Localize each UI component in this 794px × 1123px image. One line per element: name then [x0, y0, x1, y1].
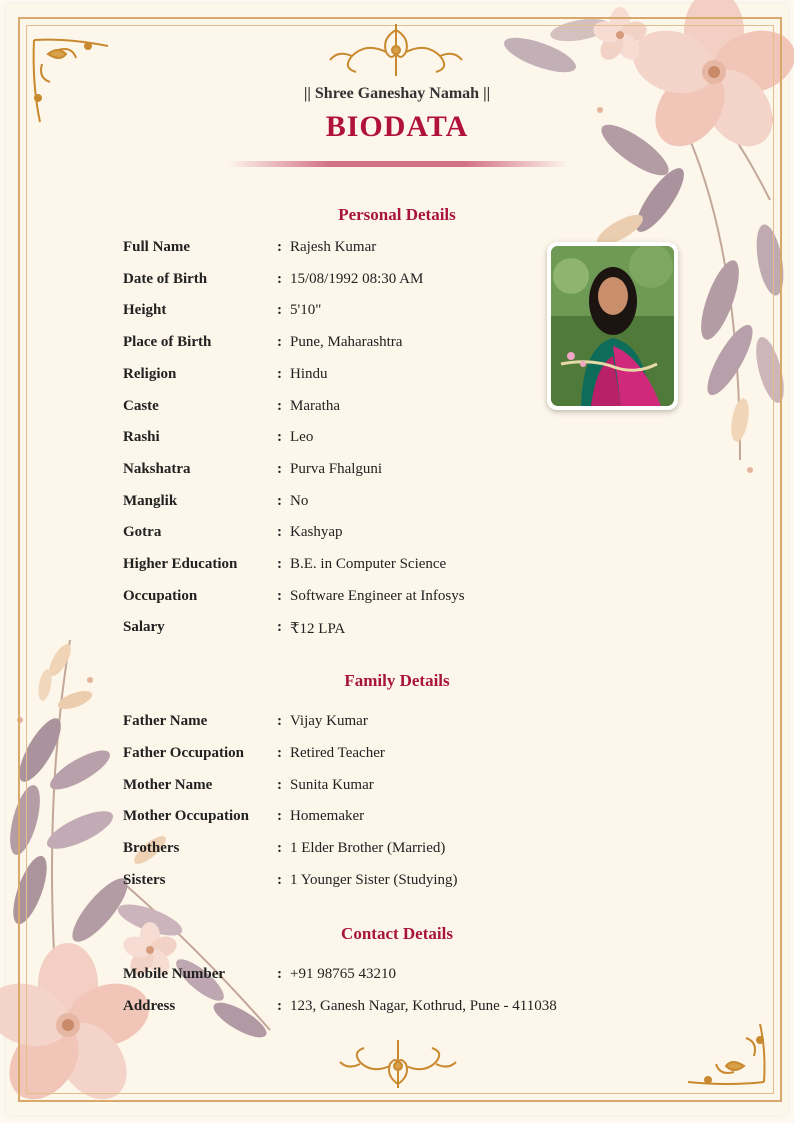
- title-divider: [228, 161, 568, 167]
- colon-separator: :: [277, 460, 282, 477]
- colon-separator: :: [277, 619, 282, 636]
- family-detail-value: 1 Younger Sister (Studying): [290, 872, 458, 888]
- personal-detail-label: Height: [123, 302, 167, 319]
- personal-detail-value: Software Engineer at Infosys: [290, 587, 465, 604]
- family-detail-label: Mother Name: [123, 776, 213, 793]
- colon-separator: :: [277, 397, 282, 414]
- personal-detail-value: ₹12 LPA: [290, 621, 346, 638]
- contact-detail-value: +91 98765 43210: [290, 966, 396, 982]
- family-details-heading: Family Details: [344, 671, 450, 690]
- family-detail-value: Vijay Kumar: [290, 713, 368, 729]
- family-detail-value: 1 Elder Brother (Married): [290, 840, 446, 857]
- personal-detail-label: Rashi: [123, 429, 160, 446]
- personal-detail-label: Higher Education: [123, 556, 238, 572]
- personal-detail-value: Maratha: [290, 397, 340, 414]
- family-detail-value: Retired Teacher: [290, 744, 385, 761]
- colon-separator: :: [277, 365, 282, 382]
- colon-separator: :: [277, 239, 282, 255]
- family-detail-label: Brothers: [123, 840, 180, 857]
- personal-detail-label: Occupation: [123, 587, 198, 604]
- bottom-center-ornament: [336, 1038, 460, 1094]
- family-detail-label: Sisters: [123, 872, 166, 888]
- colon-separator: :: [277, 302, 282, 319]
- family-detail-value: Homemaker: [290, 808, 365, 825]
- personal-detail-value: No: [290, 492, 309, 509]
- colon-separator: :: [277, 270, 282, 287]
- personal-detail-value: 15/08/1992 08:30 AM: [290, 270, 424, 287]
- personal-detail-label: Date of Birth: [123, 270, 208, 287]
- family-detail-label: Father Occupation: [123, 744, 244, 761]
- colon-separator: :: [277, 840, 282, 857]
- profile-photo: [547, 242, 678, 410]
- colon-separator: :: [277, 744, 282, 761]
- colon-separator: :: [277, 429, 282, 446]
- personal-detail-value: Rajesh Kumar: [290, 239, 377, 255]
- colon-separator: :: [277, 713, 282, 729]
- colon-separator: :: [277, 872, 282, 888]
- personal-detail-value: Pune, Maharashtra: [290, 334, 403, 351]
- colon-separator: :: [277, 524, 282, 541]
- personal-detail-value: Purva Fhalguni: [290, 460, 383, 477]
- colon-separator: :: [277, 776, 282, 793]
- colon-separator: :: [277, 998, 282, 1014]
- colon-separator: :: [277, 587, 282, 604]
- personal-detail-label: Nakshatra: [123, 460, 191, 477]
- family-detail-label: Father Name: [123, 713, 208, 729]
- personal-detail-value: Kashyap: [290, 524, 343, 541]
- personal-details-heading: Personal Details: [338, 205, 456, 224]
- personal-detail-label: Salary: [123, 619, 165, 636]
- family-detail-value: Sunita Kumar: [290, 776, 374, 793]
- colon-separator: :: [277, 808, 282, 825]
- personal-detail-value: Hindu: [290, 365, 328, 382]
- invocation-text: || Shree Ganeshay Namah ||: [303, 85, 491, 102]
- contact-detail-label: Mobile Number: [123, 966, 226, 982]
- contact-details-heading: Contact Details: [341, 924, 453, 943]
- page-title: BIODATA: [325, 110, 469, 143]
- personal-detail-label: Gotra: [123, 524, 162, 541]
- personal-detail-label: Religion: [123, 365, 177, 382]
- top-center-ornament: [326, 20, 466, 82]
- contact-detail-label: Address: [123, 998, 176, 1014]
- personal-detail-value: Leo: [290, 429, 314, 446]
- personal-detail-label: Full Name: [123, 239, 191, 255]
- personal-detail-label: Place of Birth: [123, 334, 212, 351]
- colon-separator: :: [277, 966, 282, 982]
- colon-separator: :: [277, 492, 282, 509]
- family-detail-label: Mother Occupation: [123, 808, 249, 825]
- personal-detail-label: Manglik: [123, 492, 178, 509]
- personal-detail-value: B.E. in Computer Science: [290, 556, 447, 572]
- corner-ornament-bottom-right: [684, 1020, 770, 1090]
- colon-separator: :: [277, 334, 282, 351]
- contact-detail-value: 123, Ganesh Nagar, Kothrud, Pune - 411038: [290, 998, 557, 1014]
- personal-detail-label: Caste: [123, 397, 159, 414]
- colon-separator: :: [277, 556, 282, 572]
- personal-detail-value: 5'10": [290, 302, 322, 319]
